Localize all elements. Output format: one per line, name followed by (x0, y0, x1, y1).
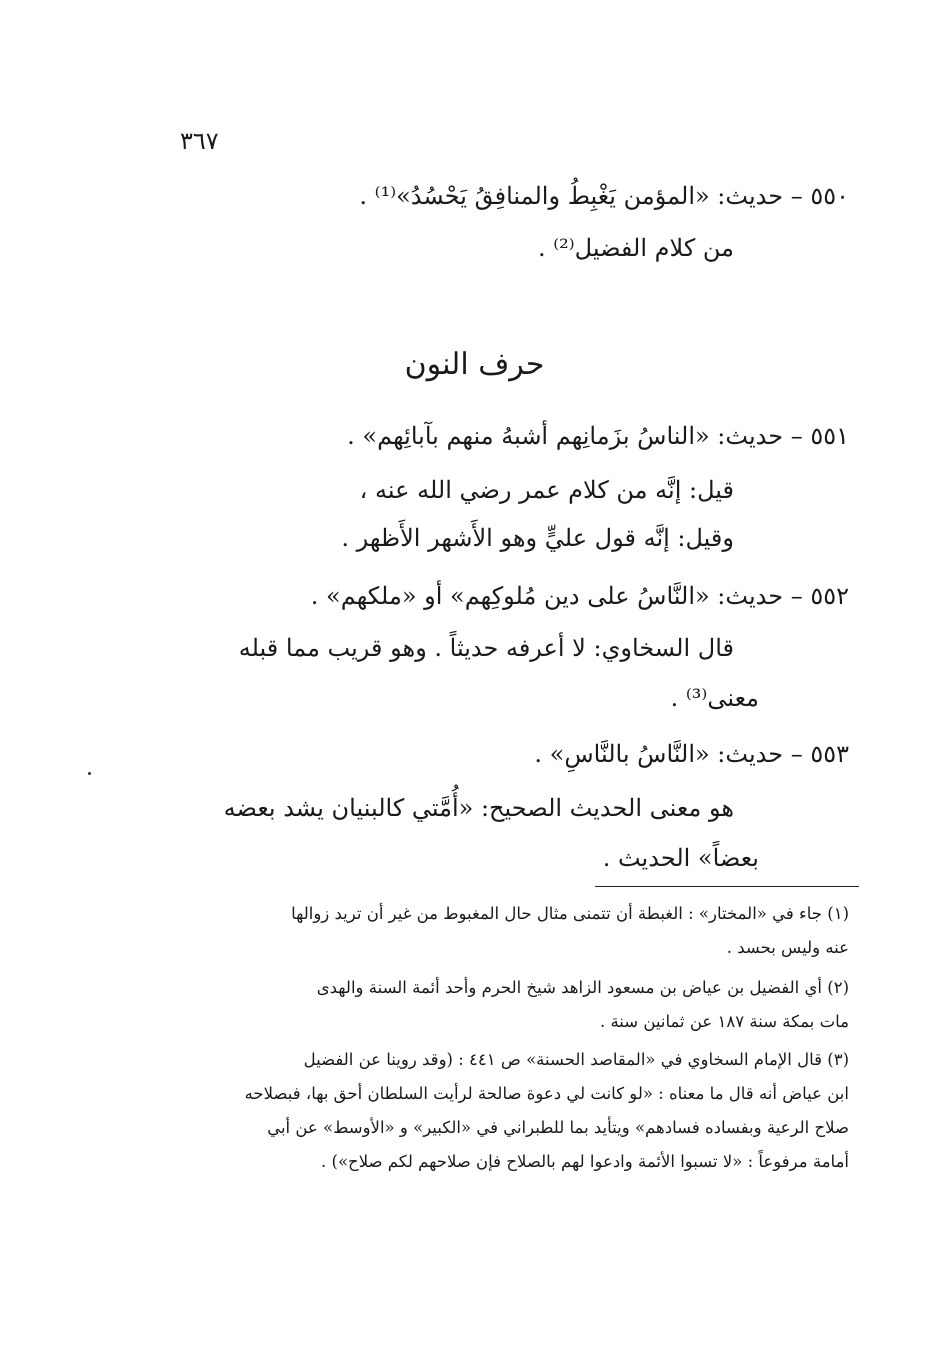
footnote-2-line-1: (٢) أي الفضيل بن عياض بن مسعود الزاهد شيخ الحرم وأحد أئمة السنة والهدى (316, 978, 849, 997)
entry-552-line-2: قال السخاوي: لا أعرفه حديثاً . وهو قريب مما قبله (238, 634, 734, 662)
entry-550-line-2: من كلام الفضيل⁽²⁾ . (537, 234, 734, 262)
entry-551-line-3: وقيل: إنَّه قول عليٍّ وهو الأَشهر الأَظهر . (341, 524, 734, 552)
footnote-2-line-2: مات بمكة سنة ١٨٧ عن ثمانين سنة . (599, 1012, 849, 1031)
section-heading: حرف النون (404, 347, 545, 382)
entry-552-line-1: ٥٥٢ – حديث: «النَّاسُ على دين مُلوكِهم» أو «ملكهم» . (310, 582, 849, 610)
entry-551-line-2: قيل: إنَّه من كلام عمر رضي الله عنه ، (359, 476, 734, 504)
footnote-1-line-1: (١) جاء في «المختار» : الغبطة أن تتمنى مثال حال المغبوط من غير أن تريد زوالها (291, 904, 849, 923)
entry-552-line-3: معنى⁽³⁾ . (670, 684, 759, 712)
page-number: ٣٦٧ (180, 127, 219, 155)
scan-speck (88, 772, 91, 775)
footnote-separator (595, 886, 859, 887)
entry-553-line-2: هو معنى الحديث الصحيح: «أُمَّتي كالبنيان يشد بعضه (223, 794, 734, 822)
footnote-3-line-2: ابن عياض أنه قال ما معناه : «لو كانت لي دعوة صالحة لرأيت السلطان أحق بها، فبصلاحه (244, 1084, 849, 1103)
entry-551-line-1: ٥٥١ – حديث: «الناسُ بزَمانِهم أشبهُ منهم بآبائِهم» . (347, 422, 849, 450)
entry-550-line-1: ٥٥٠ – حديث: «المؤمن يَغْبِطُ والمنافِقُ يَحْسُدُ»⁽¹⁾ . (359, 182, 849, 210)
footnote-3-line-3: صلاح الرعية وبفساده فسادهم» ويتأيد بما للطبراني في «الكبير» و «الأوسط» عن أبي (267, 1118, 849, 1137)
footnote-3-line-1: (٣) قال الإمام السخاوي في «المقاصد الحسنة» ص ٤٤١ : (وقد روينا عن الفضيل (303, 1050, 849, 1069)
entry-553-line-3: بعضاً» الحديث . (602, 844, 759, 872)
entry-553-line-1: ٥٥٣ – حديث: «النَّاسُ بالنَّاسِ» . (534, 740, 849, 768)
footnote-3-line-4: أمامة مرفوعاً : «لا تسبوا الأئمة وادعوا لهم بالصلاح فإن صلاحهم لكم صلاح») . (321, 1152, 849, 1171)
footnote-1-line-2: عنه وليس بحسد . (726, 938, 849, 957)
